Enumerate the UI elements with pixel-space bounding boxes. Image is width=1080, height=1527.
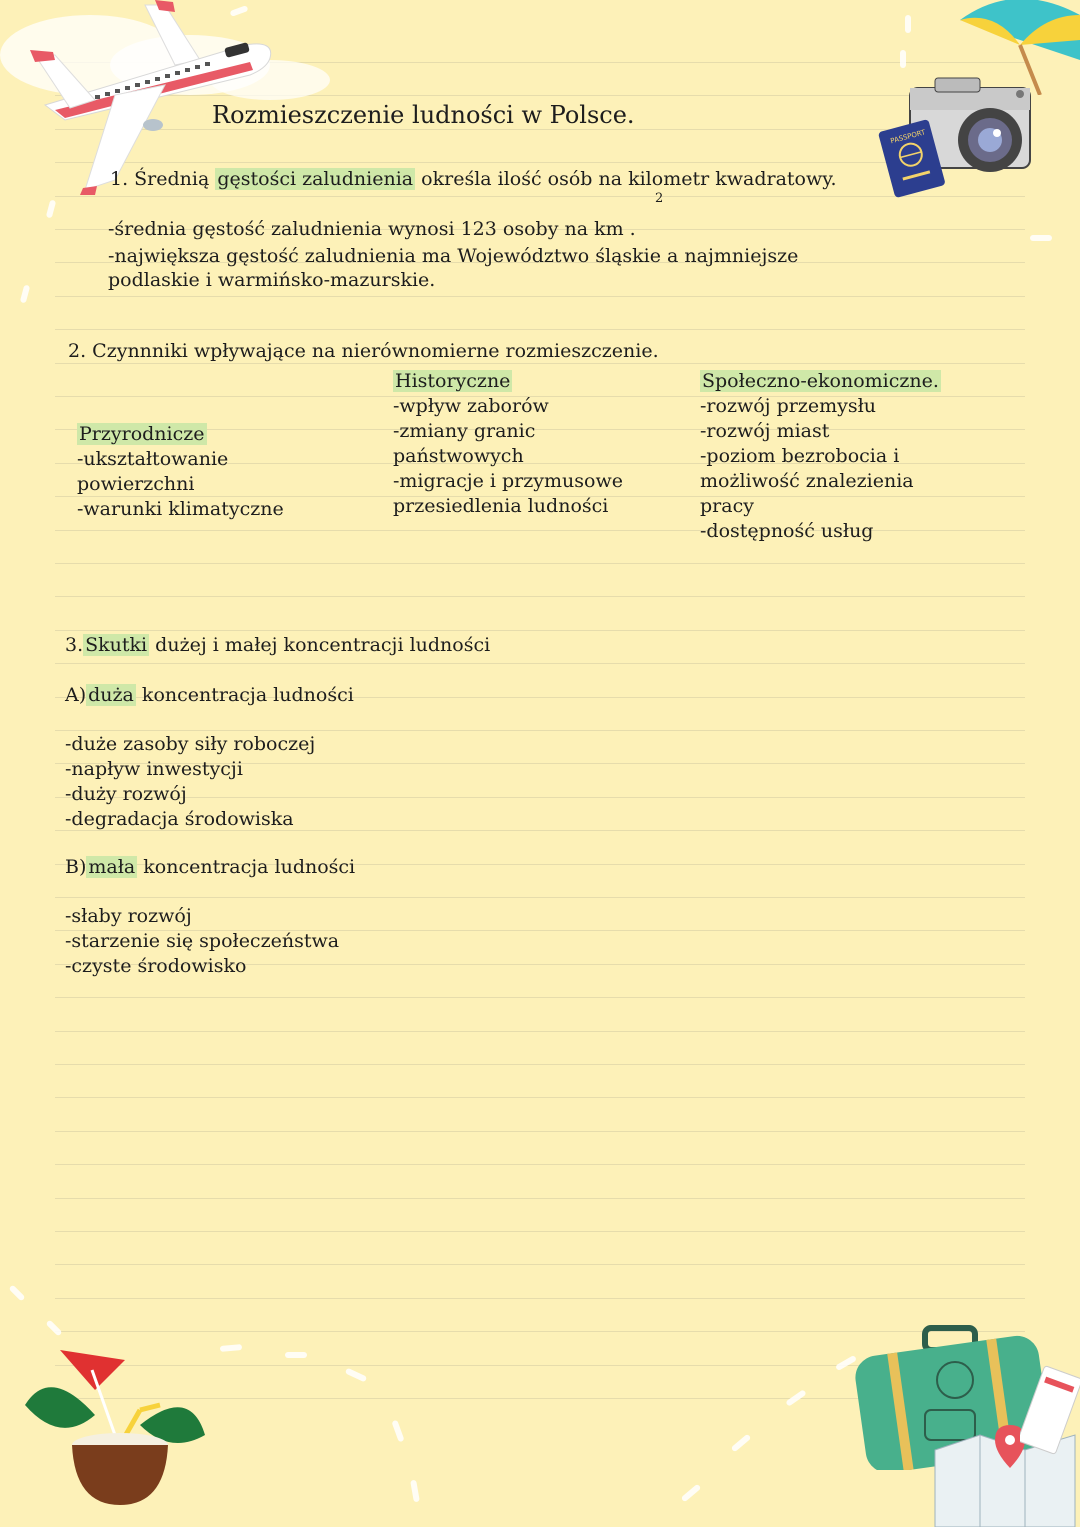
ruled-line [55, 596, 1025, 597]
list-item: powierzchni [77, 473, 195, 495]
section3a-heading [65, 683, 354, 708]
section1-definition [110, 167, 836, 192]
list-item: -duży rozwój [65, 783, 187, 805]
section1-highlight: gęstości zaludnienia [217, 168, 414, 190]
section2-heading: 2. Czynnniki wpływające na nierównomierne rozmieszczenie. [68, 340, 659, 362]
passport-icon [878, 118, 950, 200]
ruled-line [55, 1164, 1025, 1165]
list-item: -dostępność usług [700, 520, 874, 542]
column-title-text: Przyrodnicze [79, 423, 205, 445]
column-historyczne [393, 369, 623, 519]
section3-heading [65, 633, 490, 658]
airplane-icon [25, 0, 280, 195]
section3b-prefix: B) [65, 856, 87, 878]
section1-line2: -największa gęstość zaludnienia ma Województwo śląskie a najmniejsze [108, 245, 799, 267]
column-przyrodnicze [77, 422, 284, 522]
section3a-suffix: koncentracja ludności [135, 684, 354, 706]
ruled-line [55, 1298, 1025, 1299]
list-item: -starzenie się społeczeństwa [65, 930, 340, 952]
section1-line3: podlaskie i warmińsko-mazurskie. [108, 269, 436, 291]
list-item: -napływ inwestycji [65, 758, 243, 780]
ruled-line [55, 1064, 1025, 1065]
column-title [700, 369, 941, 394]
ruled-line [55, 1097, 1025, 1098]
ruled-line [55, 1031, 1025, 1032]
ruled-line [55, 329, 1025, 330]
ruled-line [55, 1131, 1025, 1132]
section3a-list [65, 732, 315, 832]
section3-prefix: 3. [65, 634, 84, 656]
list-item: państwowych [393, 445, 524, 467]
section3b-heading [65, 855, 355, 880]
section3b-suffix: koncentracja ludności [137, 856, 356, 878]
ruled-line [55, 1231, 1025, 1232]
section3a-prefix: A) [65, 684, 87, 706]
column-title [393, 369, 623, 394]
ruled-line [55, 630, 1025, 631]
column-spoleczno-ekonomiczne [700, 369, 941, 544]
list-item: -warunki klimatyczne [77, 498, 284, 520]
ruled-line [55, 730, 1025, 731]
section3-suffix: dużej i małej koncentracji ludności [149, 634, 491, 656]
list-item: -ukształtowanie [77, 448, 229, 470]
ruled-line [55, 296, 1025, 297]
page-title: Rozmieszczenie ludności w Polsce. [212, 101, 635, 129]
column-title [77, 422, 284, 447]
section3b-list [65, 904, 339, 979]
column-title-text: Historyczne [395, 370, 511, 392]
section3-highlight: Skutki [85, 634, 148, 656]
ticket-icon [1020, 1360, 1080, 1455]
list-item: -rozwój miast [700, 420, 830, 442]
list-item: -degradacja środowiska [65, 808, 294, 830]
list-item: możliwość znalezienia [700, 470, 914, 492]
section3b-highlight: mała [88, 856, 136, 878]
column-title-text: Społeczno-ekonomiczne. [702, 370, 939, 392]
ruled-line [55, 663, 1025, 664]
ruled-line [55, 1198, 1025, 1199]
section1-suffix: określa ilość osób na kilometr kwadratowy. [415, 168, 837, 190]
svg-text:PASSPORT: PASSPORT [889, 128, 927, 146]
list-item: -duże zasoby siły roboczej [65, 733, 316, 755]
list-item: -słaby rozwój [65, 905, 192, 927]
ruled-line [55, 897, 1025, 898]
coconut-drink-icon [20, 1345, 210, 1510]
list-item: przesiedlenia ludności [393, 495, 609, 517]
ruled-line [55, 563, 1025, 564]
list-item: pracy [700, 495, 754, 517]
section1-line1: -średnia gęstość zaludnienia wynosi 123 osoby na km . [108, 218, 636, 240]
list-item: -poziom bezrobocia i [700, 445, 900, 467]
superscript-2: 2 [655, 191, 664, 206]
list-item: -wpływ zaborów [393, 395, 549, 417]
section1-prefix: 1. Średnią [110, 168, 216, 190]
list-item: -zmiany granic [393, 420, 536, 442]
list-item: -migracje i przymusowe [393, 470, 623, 492]
section3a-highlight: duża [88, 684, 134, 706]
ruled-line [55, 997, 1025, 998]
ruled-line [55, 1264, 1025, 1265]
list-item: -rozwój przemysłu [700, 395, 876, 417]
list-item: -czyste środowisko [65, 955, 247, 977]
